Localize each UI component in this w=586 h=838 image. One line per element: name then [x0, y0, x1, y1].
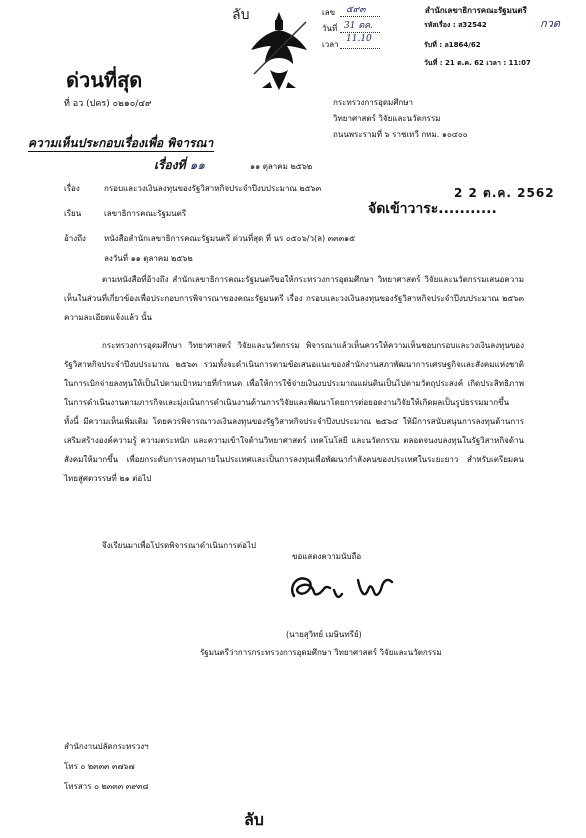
paragraph-2: กระทรวงการอุดมศึกษา วิทยาศาสตร์ วิจัยและนวัตกรรม พิจารณาแล้วเห็นควรให้ความเห็นชอบกรอบและวงเงินลงทุนของรัฐวิสาหกิจประจำปีงบประมาณ ๒๕๖๓ รวมทั้งจะดำเนินการตามข้อเสนอแนะของสำนักงานสภาพัฒนาการเศรษฐกิจและสังคมแห่งชาติ ในการเบิกจ่ายลงทุนให้เป็นไปตามเป้าหมายที่กำหนด เพื่อให้การใช้จ่ายเงินงบประมาณแผ่นดินเป็นไปตามวัตถุประสงค์ เกิดประสิทธิภาพในการดำเนินงานตามภารกิจและมุ่งเน้นการดำเนินงานด้านการวิจัยและพัฒนาโดยการต่อยอดงานวิจัยให้เกิดผลเป็นรูปธรรมมากขึ้น ทั้งนี้ มีความเห็นเพิ่มเติม โดยควรพิจารณาวงเงินลงทุนของรัฐวิสาหกิจประจำปีงบประมาณ ๒๕๖๔ ให้มีการสนับสนุนการลงทุนด้านการเสริมสร้างองค์ความรู้ ความตระหนัก และความเข้าใจด้านวิทยาศาสตร์ เทคโนโลยี และนวัตกรรม ตลอดจนงบลงทุนในรัฐวิสาหกิจด้านสังคมให้มากขึ้น เพื่อยกระดับการลงทุนภายในประเทศและเป็นการลงทุนเพื่อพัฒนากำลังคนของประเทศในระยะยาว สำหรับเตรียมคนไทยสู่ศตวรรษที่ ๒๑ ต่อไป	[64, 341, 524, 483]
reg-date-label: วันที่	[322, 24, 338, 33]
ministry-line-3: ถนนพระรามที่ ๖ ราชเทวี กทม. ๑๐๔๐๐	[333, 130, 468, 139]
closing-text: ขอแสดงความนับถือ	[292, 552, 362, 561]
reg-time-value: 11.10	[346, 34, 372, 44]
received-date: วันที่ : 21 ต.ค. 62 เวลา : 11:07	[424, 59, 531, 67]
agenda-stamp: จัดเข้าวาระ...........	[368, 201, 497, 217]
paragraph-3: จึงเรียนมาเพื่อโปรดพิจารณาดำเนินการต่อไป	[102, 541, 256, 550]
receive-value: ล1864/62	[444, 41, 481, 49]
reg-date-underline	[340, 32, 380, 33]
footer-office: สำนักงานปลัดกระทรวงฯ	[64, 742, 149, 751]
comment-stamp-number-label: เรื่องที่	[154, 158, 186, 172]
ministry-line-1: กระทรวงการอุดมศึกษา	[333, 98, 413, 107]
comment-stamp-underline	[28, 151, 214, 152]
code-value: ส32542	[458, 21, 487, 29]
code-line	[424, 20, 487, 31]
handwritten-signature	[280, 566, 410, 614]
reg-date-value: 31 ตค.	[344, 21, 374, 31]
confidential-stamp-bottom: ลับ	[244, 810, 264, 829]
agenda-date-stamp: 2 2 ต.ค. 2562	[454, 186, 555, 200]
signer-name: (นายสุวิทย์ เมษินทรีย์)	[286, 630, 362, 639]
subject-label: เรื่อง	[64, 184, 80, 193]
reference-text: หนังสือสำนักเลขาธิการคณะรัฐมนตรี ด่วนที่สุด ที่ นร ๐๕๐๖/ว(ล) ๓๓๓๑๕	[104, 234, 356, 243]
reg-book-value: ๕๙๓	[346, 5, 366, 15]
handwritten-initials: กวด	[540, 17, 560, 30]
receive-line	[424, 40, 481, 51]
reference-label: อ้างถึง	[64, 234, 86, 243]
footer-fax: โทรสาร ๐ ๒๓๓๓ ๓๙๓๘	[64, 782, 149, 791]
document-number: ที่ อว (ปคร) ๐๒๑๐/๔๙	[64, 99, 152, 109]
reg-book-underline	[340, 16, 380, 17]
subject-text: กรอบและวงเงินลงทุนของรัฐวิสาหกิจประจำปีงบประมาณ ๒๕๖๓	[104, 184, 322, 193]
letter-date: ๑๑ ตุลาคม ๒๕๖๒	[250, 162, 313, 171]
comment-stamp-number-line	[154, 156, 205, 175]
reference-date: ลงวันที่ ๑๑ ตุลาคม ๒๕๖๒	[104, 254, 193, 263]
reg-book-label: เลข	[322, 8, 336, 17]
receive-label: รับที่ :	[424, 41, 445, 49]
ministry-line-2: วิทยาศาสตร์ วิจัยและนวัตกรรม	[333, 114, 441, 123]
paragraph-1: ตามหนังสือที่อ้างถึง สำนักเลขาธิการคณะรัฐมนตรีขอให้กระทรวงการอุดมศึกษา วิทยาศาสตร์ วิจัยและนวัตกรรมเสนอความเห็นในส่วนที่เกี่ยวข้องเพื่อประกอบการพิจารณาของคณะรัฐมนตรี เรื่อง กรอบและวงเงินลงทุนของรัฐวิสาหกิจประจำปีงบประมาณ ๒๕๖๓ ความละเอียดแจ้งแล้ว นั้น	[64, 275, 524, 322]
comment-stamp-number: ๑๑	[189, 158, 205, 172]
comment-stamp-text: ความเห็นประกอบเรื่องเพื่อ	[28, 136, 164, 150]
code-label: รหัสเรื่อง :	[424, 21, 459, 29]
secretariat-title: สำนักเลขาธิการคณะรัฐมนตรี	[425, 6, 527, 15]
garuda-emblem	[248, 8, 310, 100]
to-label: เรียน	[64, 209, 82, 218]
reg-time-underline	[340, 48, 380, 49]
confidential-stamp-top: ลับ	[232, 7, 250, 23]
to-text: เลขาธิการคณะรัฐมนตรี	[104, 209, 187, 218]
reg-time-label: เวลา	[322, 40, 339, 49]
footer-phone: โทร ๐ ๒๓๓๓ ๓๗๖๗	[64, 762, 135, 771]
urgency-label: ด่วนที่สุด	[66, 68, 143, 92]
comment-stamp-purpose: พิจารณา	[167, 136, 214, 150]
signer-title: รัฐมนตรีว่าการกระทรวงการอุดมศึกษา วิทยาศาสตร์ วิจัยและนวัตกรรม	[200, 648, 442, 657]
